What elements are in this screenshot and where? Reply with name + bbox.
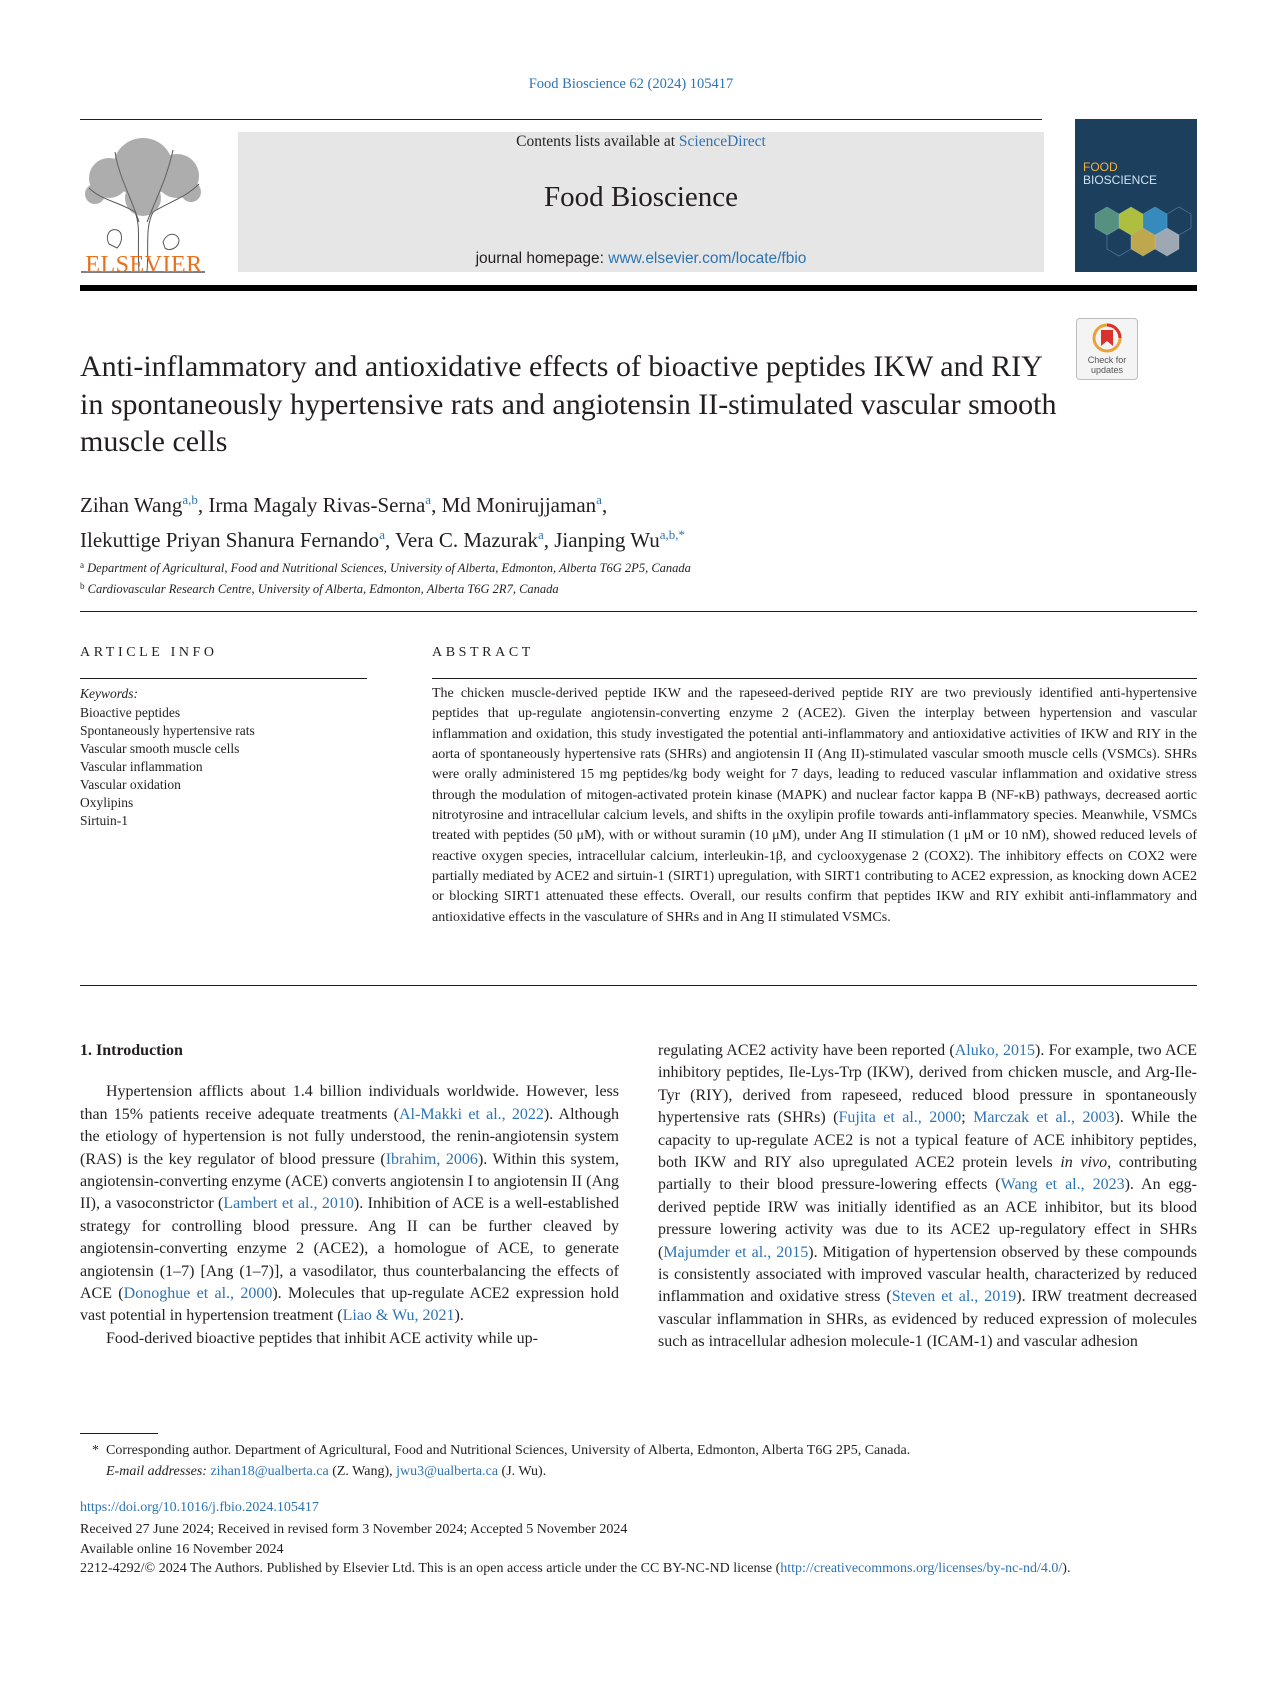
footnote-rule: [80, 1433, 158, 1434]
asterisk-mark: *: [92, 1443, 99, 1458]
author[interactable]: Vera C. Mazurak$^a$: [395, 527, 544, 552]
abstract-text: The chicken muscle-derived peptide IKW and the rapeseed-derived peptide RIY are two previously identified anti-hypertensive peptides that up-regulate angiotensin-converting enzyme 2 (ACE2). Given the interplay between hypertension and vascular inflammation and oxidation, this study investigated the potential anti-inflammatory and antioxidative activities of IKW and RIY in the aorta of spontaneously hypertensive rats (SHRs) and angiotensin II (Ang II)-stimulated vascular smooth muscle cells (VSMCs). SHRs were orally administered 15 mg peptides/kg body weight for 7 days, leading to reduced vascular inflammation and oxidative stress through the modulation of mitogen-activated protein kinase (MAPK) and nuclear factor kappa B (NF-κB) pathways, decreased aortic nitrotyrosine and intracellular calcium levels, and shifts in the oxylipin profile towards anti-inflammatory species. Meanwhile, VSMCs treated with peptides (50 μM), with or without suramin (10 μM), under Ang II stimulation (1 μM or 10 nM), showed reduced levels of reactive oxygen species, intracellular calcium, interleukin-1β, and cyclooxygenase 2 (COX2). The inhibitory effects on COX2 were partially mediated by ACE2 and sirtuin-1 (SIRT1) upregulation, with SIRT1 contributing to ACE2 expression, as knocking down ACE2 or blocking SIRT1 attenuated these effects. Overall, our results confirm that peptides IKW and RIY exhibit anti-inflammatory and antioxidative effects in the vasculature of SHRs and in Ang II stimulated VSMCs.: [432, 686, 1197, 925]
citation-link[interactable]: Majumder et al., 2015: [663, 1243, 809, 1261]
corresponding-text: Corresponding author. Department of Agricultural, Food and Nutritional Sciences, University of Alberta, Edmonton, Alberta T6G 2P5, Canada.: [106, 1443, 911, 1458]
email-link[interactable]: zihan18@ualberta.ca: [210, 1464, 329, 1479]
cover-title-line1: FOOD: [1083, 160, 1118, 174]
cover-title: [1083, 161, 1157, 187]
author[interactable]: Md Monirujjaman$^a$: [441, 492, 602, 517]
body-column-right: [658, 1040, 1197, 1354]
citation-link[interactable]: Liao & Wu, 2021: [342, 1307, 455, 1325]
affiliation-rule: [80, 611, 1197, 612]
email-link[interactable]: jwu3@ualberta.ca: [396, 1464, 499, 1479]
text-run: ).: [454, 1307, 464, 1325]
keyword: Oxylipins: [80, 795, 134, 810]
affiliation: $^a$ Department of Agricultural, Food and Nutritional Sciences, University of Alberta, Edmonton, Alberta T6G 2P5, Canada: [80, 560, 691, 575]
keyword: Vascular inflammation: [80, 759, 203, 774]
author-affiliation-mark[interactable]: a,b,*: [659, 527, 686, 542]
article-info-rule: [80, 678, 367, 679]
keyword: Vascular smooth muscle cells: [80, 741, 240, 756]
sciencedirect-link[interactable]: ScienceDirect: [678, 133, 766, 150]
citation-link[interactable]: Steven et al., 2019: [891, 1288, 1017, 1306]
masthead-bottom-rule: [80, 285, 1197, 291]
online-date: Available online 16 November 2024: [80, 1542, 284, 1557]
citation-link[interactable]: Fujita et al., 2000: [838, 1109, 962, 1127]
received-dates: Received 27 June 2024; Received in revised form 3 November 2024; Accepted 5 November 2024: [80, 1522, 628, 1537]
license-line: 2212-4292/© 2024 The Authors. Published by Elsevier Ltd. This is an open access article under the CC BY-NC-ND license (http://creativecommons.org/licenses/by-nc-nd/4.0/).: [80, 1561, 1071, 1576]
license-link[interactable]: http://creativecommons.org/licenses/by-nc-nd/4.0/: [780, 1561, 1063, 1576]
homepage-line: [238, 250, 1044, 268]
author-affiliation-mark[interactable]: a: [379, 527, 385, 542]
abstract-bottom-rule: [80, 985, 1197, 986]
text-run: ;: [961, 1109, 974, 1127]
author[interactable]: Zihan Wang$^{a,b}$: [80, 492, 198, 517]
text-run: ). Mitigation of hypertension observed by these compounds is consistently associated with improved vascular health, characterized by reduced inflammation and oxidative stress (: [658, 1243, 1198, 1306]
contents-line: [238, 133, 1044, 151]
author-list: Zihan Wang$^{a,b}$, Irma Magaly Rivas-Serna$^a$, Md Monirujjaman$^a$, Ilekuttige Priyan Shanura Fernando$^a$, Vera C. Mazurak$^a$, Jianping $Wu^{a,b,*}$: [80, 492, 686, 552]
cover-hexagon-graphic: [1075, 119, 1197, 272]
corresponding-author-footnote: * Corresponding author. Department of Agricultural, Food and Nutritional Sciences, University of Alberta, Edmonton, Alberta T6G 2P5, Canada. E-mail addresses: zihan18@ualberta.ca (Z. Wang), jwu3@ualberta.ca (J. Wu).: [92, 1443, 911, 1479]
bookmark-icon: [1077, 321, 1137, 357]
body-paragraph: [658, 1040, 1197, 1354]
email-label: E-mail addresses:: [106, 1464, 207, 1479]
citation-link[interactable]: Donoghue et al., 2000: [123, 1285, 273, 1303]
author-affiliation-mark[interactable]: a,b: [182, 492, 198, 507]
keyword: Spontaneously hypertensive rats: [80, 723, 255, 738]
author[interactable]: Irma Magaly Rivas-Serna$^a$: [208, 492, 432, 517]
text-run: ). Inhibition of ACE is a well-established strategy for controlling blood pressure. Ang II can be further cleaved by angiotensin-converting enzyme 2 (ACE2), a homologue of ACE, to generate angiotensin (1–7) [Ang (1–7)], a vasodilator, thus counterbalancing the effects of ACE (: [80, 1195, 619, 1303]
citation-link[interactable]: Ibrahim, 2006: [385, 1150, 478, 1168]
citation-link[interactable]: Wang et al., 2023: [1000, 1176, 1125, 1194]
section-heading-introduction: 1. Introduction: [80, 1042, 183, 1059]
abstract-rule: [432, 678, 1197, 679]
keyword: Bioactive peptides: [80, 705, 181, 720]
author[interactable]: Jianping $Wu^{a,b,*}$: [554, 527, 686, 552]
doi-link[interactable]: https://doi.org/10.1016/j.fbio.2024.105417: [80, 1500, 319, 1515]
check-for-updates-label: Check for updates: [1087, 355, 1127, 375]
body-paragraph: Food-derived bioactive peptides that inhibit ACE activity while up-: [106, 1329, 538, 1347]
elsevier-wordmark: ELSEVIER: [85, 252, 203, 278]
citation-link[interactable]: Marczak et al., 2003: [973, 1109, 1115, 1127]
affiliation: $^b$ Cardiovascular Research Centre, University of Alberta, Edmonton, Alberta T6G 2R7, Canada: [80, 581, 559, 596]
text-run: ). While the capacity to up-regulate ACE2 is not a typical feature of ACE inhibitory peptides, both IKW and RIY also upregulated ACE2 protein levels: [658, 1109, 1198, 1172]
text-run: , contributing partially to their blood pressure-lowering effects (: [658, 1154, 1198, 1194]
author-affiliation-mark[interactable]: a: [596, 492, 602, 507]
article-info-heading: ARTICLE INFO: [80, 645, 218, 660]
masthead-top-rule: [80, 119, 1042, 120]
text-run: ). For example, two ACE inhibitory peptides, Ile-Lys-Trp (IKW), derived from chicken muscle, and Arg-Ile-Tyr (RIY), derived from rapeseed, reduced blood pressure in spontaneously hypertensive rats (SHRs) (: [658, 1042, 1198, 1127]
body-column-left: [80, 1040, 619, 1350]
journal-cover[interactable]: [1075, 119, 1197, 272]
keyword: Vascular oxidation: [80, 777, 181, 792]
contents-prefix: Contents lists available at: [516, 133, 679, 150]
article-title: Anti-inflammatory and antioxidative effects of bioactive peptides IKW and RIY in spontaneously hypertensive rats and angiotensin II-stimulated vascular smooth muscle cells: [80, 350, 1057, 458]
article-dates: [80, 1520, 627, 1560]
homepage-link[interactable]: www.elsevier.com/locate/fbio: [608, 250, 807, 267]
author-affiliation-mark[interactable]: a: [425, 492, 432, 507]
keywords-label: Keywords:: [80, 686, 138, 701]
homepage-prefix: journal homepage:: [475, 250, 609, 267]
text-run: ). Although the etiology of hypertension is not fully understood, the renin-angiotensin system (RAS) is the key regulator of blood pressure (: [80, 1105, 619, 1168]
author[interactable]: Ilekuttige Priyan Shanura Fernando$^a$: [80, 527, 385, 552]
body-paragraph: [80, 1081, 619, 1327]
cover-title-line2: BIOSCIENCE: [1083, 173, 1158, 187]
text-run: ). Within this system, angiotensin-converting enzyme (ACE) converts angiotensin I to angiotensin II (Ang II), a vasoconstrictor (: [80, 1150, 620, 1213]
citation-link[interactable]: Aluko, 2015: [954, 1042, 1036, 1059]
keyword: Sirtuin-1: [80, 813, 129, 828]
affiliations: [80, 556, 1180, 598]
journal-name: Food Bioscience: [543, 181, 739, 213]
check-for-updates-badge[interactable]: [1076, 318, 1138, 380]
text-run: ). IRW treatment decreased vascular inflammation in SHRs, as evidenced by reduced expression of molecules such as intracellular adhesion molecule-1 (ICAM-1) and vascular adhesion: [658, 1288, 1197, 1351]
text-run: ). An egg-derived peptide IRW was initially identified as an ACE inhibitor, but its blood pressure lowering activity was due to its ACE2 up-regulatory effect in SHRs (: [658, 1176, 1197, 1261]
journal-reference[interactable]: Food Bioscience 62 (2024) 105417: [528, 76, 734, 92]
italic-text: in vivo: [1060, 1154, 1108, 1172]
author-affiliation-mark[interactable]: a: [537, 527, 544, 542]
text-run: Hypertension afflicts about 1.4 billion individuals worldwide. However, less than 15% patients receive adequate treatments (: [80, 1083, 619, 1123]
keywords-list: [80, 704, 255, 830]
citation-link[interactable]: Al-Makki et al., 2022: [399, 1105, 544, 1123]
text-run: regulating ACE2 activity have been reported (: [658, 1042, 955, 1059]
citation-link[interactable]: Lambert et al., 2010: [223, 1195, 354, 1213]
text-run: ). Molecules that up-regulate ACE2 expression hold vast potential in hypertension treatment (: [80, 1285, 620, 1325]
abstract-heading: ABSTRACT: [432, 645, 534, 660]
